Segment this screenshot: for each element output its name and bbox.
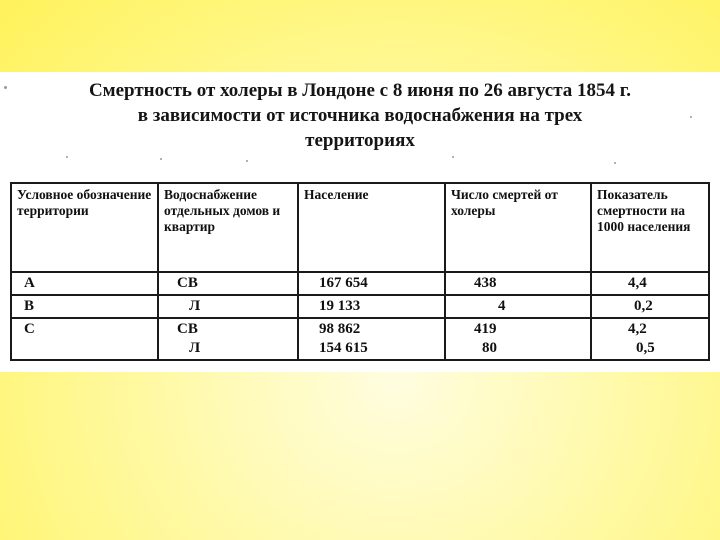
header-water-supply: [158, 183, 298, 272]
table-row: [11, 272, 709, 295]
cell-rate: [591, 318, 709, 360]
header-population: [298, 183, 445, 272]
cell-rate: [591, 295, 709, 318]
scan-speck: [160, 158, 162, 160]
cell-text: 19 133: [319, 298, 361, 314]
header-text: обозначение: [76, 187, 152, 202]
cell-supply: [158, 295, 298, 318]
header-text: Показатель: [597, 187, 668, 202]
cell-territory: [11, 318, 158, 360]
table-row: [11, 295, 709, 318]
cell-deaths: [445, 272, 591, 295]
scanned-document: [0, 72, 720, 372]
header-text: территории: [17, 203, 89, 218]
document-title: [0, 78, 720, 153]
cell-deaths: [445, 295, 591, 318]
header-text: Условное: [17, 187, 74, 202]
cell-text: 4,2: [628, 321, 647, 337]
header-text: Водоснабжение: [164, 187, 258, 202]
header-text: Число смертей: [451, 187, 542, 202]
cell-text: 154 615: [319, 340, 368, 356]
cell-text: 438: [474, 275, 497, 291]
header-text: от холеры: [451, 187, 558, 218]
cell-text: 98 862: [319, 321, 361, 337]
cell-text: CB: [177, 275, 198, 291]
cell-supply: [158, 272, 298, 295]
cell-population: [298, 295, 445, 318]
cell-text: CB: [177, 321, 198, 337]
header-text: смертности на: [597, 203, 685, 218]
header-deaths: [445, 183, 591, 272]
cell-population: [298, 318, 445, 360]
cell-text: 167 654: [319, 275, 368, 291]
cell-rate: [591, 272, 709, 295]
cell-territory: [11, 272, 158, 295]
cell-text: 4,4: [628, 275, 647, 291]
table-row: [11, 318, 709, 360]
header-territory: [11, 183, 158, 272]
table-header-row: [11, 183, 709, 272]
cell-territory: [11, 295, 158, 318]
scan-speck: [690, 116, 692, 118]
cell-text: 4: [498, 298, 506, 314]
cell-population: [298, 272, 445, 295]
cell-text: Л: [189, 340, 201, 356]
cell-text: 80: [482, 340, 497, 356]
cell-deaths: [445, 318, 591, 360]
header-text: отдельных: [164, 203, 230, 218]
cell-text: B: [24, 298, 35, 314]
scan-speck: [66, 156, 68, 158]
cell-text: 419: [474, 321, 497, 337]
header-text: 1000 населения: [597, 219, 691, 234]
scan-speck: [4, 86, 7, 89]
cell-supply: [158, 318, 298, 360]
header-mortality-rate: [591, 183, 709, 272]
header-text: Население: [304, 187, 369, 202]
cell-text: C: [24, 321, 35, 337]
cholera-mortality-table: [10, 182, 710, 361]
cell-text: 0,2: [634, 298, 653, 314]
header-text: квартир: [164, 219, 216, 234]
title-line-1: Смертность от холеры в Лондоне с 8 июня по 26 августа 1854 г.: [88, 80, 632, 101]
scan-speck: [246, 160, 248, 162]
title-line-2: в зависимости от источника водоснабжения на трех: [137, 105, 583, 126]
scan-speck: [614, 162, 616, 164]
scan-speck: [452, 156, 454, 158]
cell-text: 0,5: [636, 340, 655, 356]
title-line-3: территориях: [305, 130, 415, 151]
cell-text: Л: [189, 298, 201, 314]
header-text: домов и: [233, 203, 281, 218]
cell-text: A: [24, 275, 35, 291]
